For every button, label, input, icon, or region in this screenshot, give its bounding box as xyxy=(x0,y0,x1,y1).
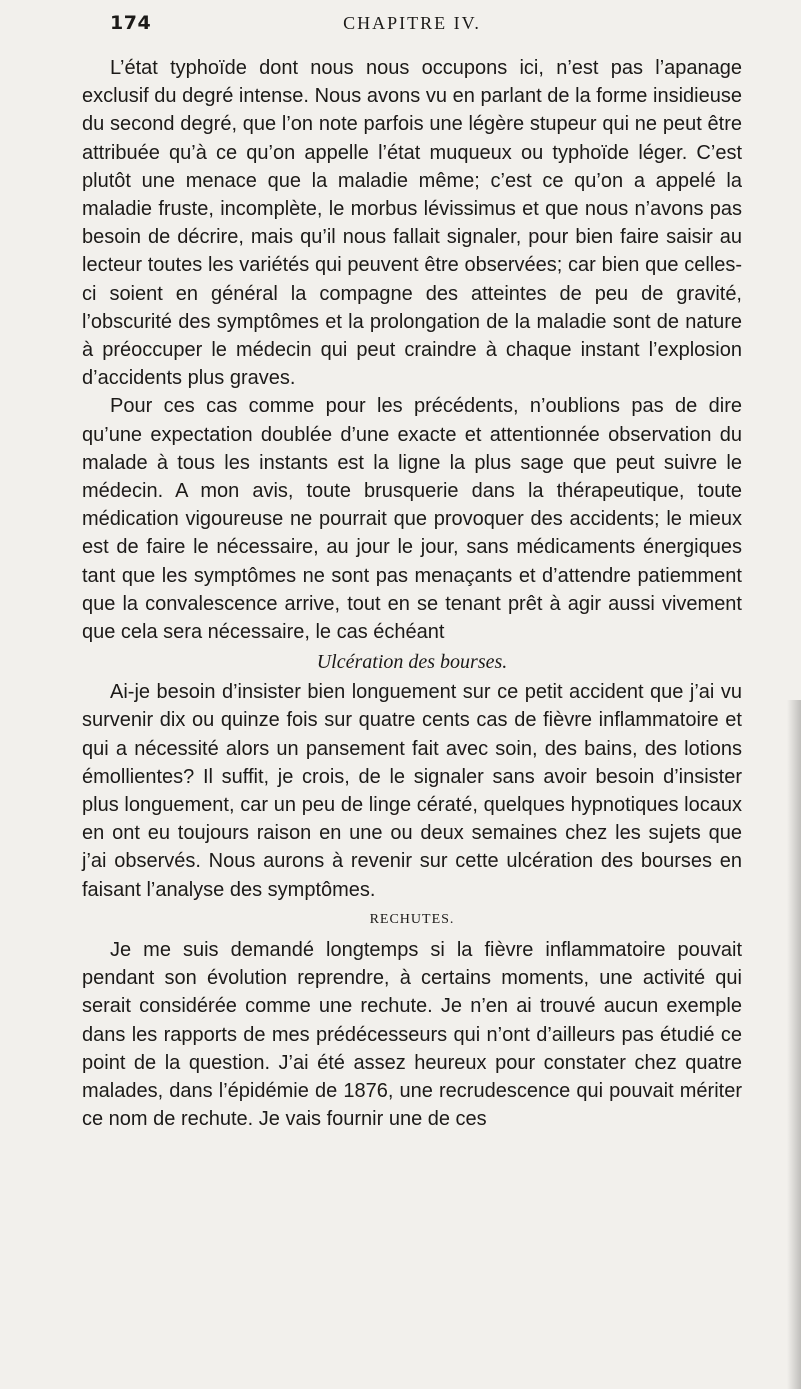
section-heading-rechutes: RECHUTES. xyxy=(369,911,455,927)
running-head: CHAPITRE IV. xyxy=(343,13,481,33)
page-edge-shadow xyxy=(787,700,801,1389)
paragraph-typhoid-state: L’état typhoïde dont nous nous occupons ici, n’est pas l’apanage exclusif du degré intense. Nous avons vu en parlant de la forme insidieuse du second degré, que l’on note parfois une légère stupeur qui ne peut être attribuée qu’à ce qu’on appelle l’état muqueux ou typhoïde léger. C’est plutôt une menace que la maladie même; c’est ce qu’on a appelé la maladie fruste, incomplète, le morbus lévissimus et que nous n’avons pas besoin de décrire, mais qu’il nous fallait signaler, pour bien faire saisir au lecteur toutes les variétés qui peuvent être observées; car bien que celles-ci soient en général la compagne des atteintes de peu de gravité, l’obscurité des symptômes et la prolongation de la maladie sont de nature à préoccuper le médecin qui peut craindre à chaque instant l’explosion d’accidents plus graves. xyxy=(82,57,742,390)
section-heading-ulceration: Ulcération des bourses. xyxy=(316,651,508,674)
page-number: 174 xyxy=(110,12,152,34)
paragraph-expectation: Pour ces cas comme pour les précédents, n’oublions pas de dire qu’une expectation doublée d’une exacte et attentionnée observation du malade à tous les instants est la ligne la plus sage que peut suivre le médecin. A mon avis, toute brusquerie dans la thérapeutique, toute médication vigoureuse ne pourrait que provoquer des accidents; le mieux est de faire le nécessaire, au jour le jour, sans médicaments énergiques tant que les symptômes ne sont pas menaçants et d’attendre patiemment que la convalescence arrive, tout en se tenant prêt à agir aussi vivement que cela sera nécessaire, le cas échéant xyxy=(82,395,742,644)
page-header xyxy=(82,12,742,38)
paragraph-rechutes: Je me suis demandé longtemps si la fièvre inflammatoire pouvait pendant son évolution reprendre, à certains moments, une activité qui serait considérée comme une rechute. Je n’en ai trouvé aucun exemple dans les rapports de mes prédécesseurs qui n’ont d’ailleurs pas étudié ce point de la question. J’ai été assez heureux pour constater chez quatre malades, dans l’épidémie de 1876, une recrudescence qui pouvait mériter ce nom de rechute. Je vais fournir une de ces xyxy=(82,938,742,1131)
page-body xyxy=(82,54,742,1133)
paragraph-ulceration: Ai-je besoin d’insister bien longuement sur ce petit accident que j’ai vu survenir dix ou quinze fois sur quatre cents cas de fièvre inflammatoire et qui a nécessité alors un pansement fait avec soin, des bains, des lotions émollientes? Il suffit, je crois, de le signaler sans avoir besoin d’insister plus longuement, car un peu de linge cératé, quelques hypnotiques locaux en ont eu toujours raison en une ou deux semaines chez les sujets que j’ai observés. Nous aurons à revenir sur cette ulcération des bourses en faisant l’analyse des symptômes. xyxy=(82,681,742,901)
